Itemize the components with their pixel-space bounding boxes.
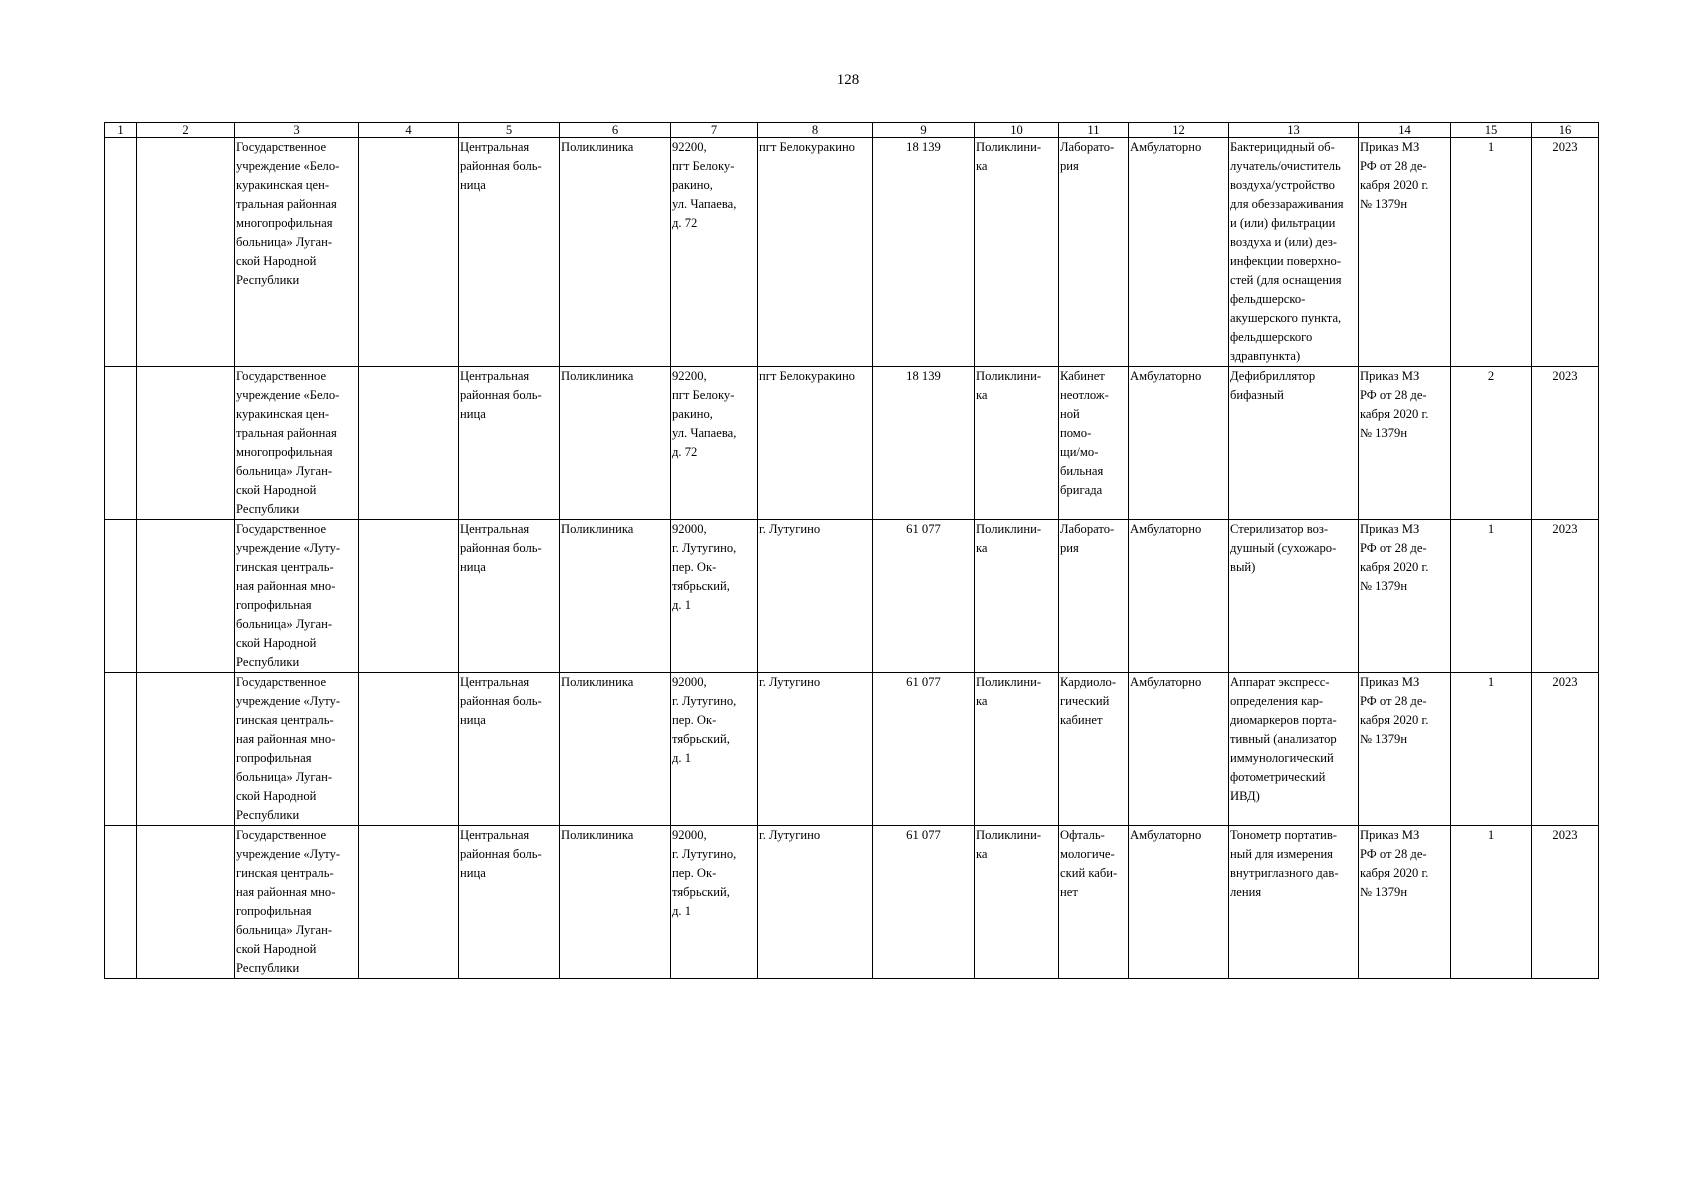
regulation-cell [1359, 367, 1451, 520]
address-cell [671, 138, 758, 367]
regulation-cell [1359, 520, 1451, 673]
cell-text-line: Республики [236, 273, 300, 287]
cell-text-line: пер. Ок- [672, 866, 717, 880]
cell-text-line: № 1379н [1360, 732, 1408, 746]
row-number-cell [105, 826, 137, 979]
cell-text-line: Приказ МЗ [1360, 140, 1420, 154]
cell-text-line: бильная [1060, 464, 1104, 478]
cell-text-line: тральная районная [236, 426, 337, 440]
department-cell [975, 367, 1059, 520]
cell-text-line: Поликлиника [561, 140, 634, 154]
cell-text-line: инфекции поверхно- [1230, 254, 1342, 268]
subdivision-cell [560, 138, 671, 367]
cell-text-line: ской Народной [236, 789, 317, 803]
cell-text-line: г. Лутугино, [672, 694, 737, 708]
table-header [105, 123, 1599, 138]
cell-text-line: Амбулаторно [1130, 828, 1202, 842]
row-number-cell [105, 673, 137, 826]
column-number: 3 [235, 123, 359, 138]
cell-text-line: акушерского пункта, [1230, 311, 1342, 325]
cell-text-line: Тонометр портатив- [1230, 828, 1337, 842]
cell-text-line: ул. Чапаева, [672, 197, 737, 211]
cell-text-line: гический [1060, 694, 1110, 708]
cell-text-line: пер. Ок- [672, 713, 717, 727]
equipment-name-cell [1229, 673, 1359, 826]
column-2-cell [137, 673, 235, 826]
cell-text-line: мологиче- [1060, 847, 1115, 861]
cell-text-line: № 1379н [1360, 197, 1408, 211]
room-cell [1059, 673, 1129, 826]
cell-text-line: пгт Белокуракино [759, 369, 855, 383]
cell-text-line: 92000, [672, 828, 707, 842]
equipment-name-cell [1229, 138, 1359, 367]
cell-text-line: многопрофильная [236, 216, 333, 230]
locality-cell [758, 138, 873, 367]
cell-text-line: Поликлини- [976, 522, 1042, 536]
cell-text-line: ка [976, 388, 988, 402]
cell-text-line: д. 1 [672, 598, 692, 612]
cell-text-line: Поликлиника [561, 828, 634, 842]
cell-text-line: районная боль- [460, 541, 542, 555]
cell-text-line: д. 1 [672, 904, 692, 918]
table-row [105, 826, 1599, 979]
department-cell [975, 138, 1059, 367]
cell-text-line: 92200, [672, 140, 707, 154]
care-mode-cell [1129, 673, 1229, 826]
cell-text-line: Государственное [236, 140, 327, 154]
facility-type-cell [459, 138, 560, 367]
cell-text-line: больница» Луган- [236, 617, 333, 631]
cell-text-line: Государственное [236, 522, 327, 536]
cell-text-line: районная боль- [460, 847, 542, 861]
equipment-name-cell [1229, 520, 1359, 673]
equipment-name-cell [1229, 826, 1359, 979]
cell-text-line: ный для измерения [1230, 847, 1333, 861]
column-2-cell [137, 826, 235, 979]
page-number: 128 [836, 72, 860, 88]
cell-text-line: ница [460, 178, 486, 192]
cell-text-line: Кабинет [1060, 369, 1105, 383]
cell-text-line: и (или) фильтрации [1230, 216, 1336, 230]
cell-text-line: ской Народной [236, 254, 317, 268]
quantity-cell: 1 [1451, 826, 1532, 979]
cell-text-line: г. Лутугино, [672, 847, 737, 861]
cell-text-line: № 1379н [1360, 426, 1408, 440]
row-number-cell [105, 520, 137, 673]
cell-text-line: Центральная [460, 675, 530, 689]
cell-text-line: Кардиоло- [1060, 675, 1117, 689]
cell-text-line: больница» Луган- [236, 464, 333, 478]
cell-text-line: Лаборато- [1060, 522, 1115, 536]
year-cell: 2023 [1532, 673, 1599, 826]
column-number: 9 [873, 123, 975, 138]
locality-cell [758, 826, 873, 979]
cell-text-line: ка [976, 847, 988, 861]
cell-text-line: учреждение «Луту- [236, 541, 341, 555]
column-number: 7 [671, 123, 758, 138]
column-number: 12 [1129, 123, 1229, 138]
column-2-cell [137, 367, 235, 520]
cell-text-line: РФ от 28 де- [1360, 388, 1427, 402]
cell-text-line: Поликлиника [561, 675, 634, 689]
cell-text-line: ка [976, 159, 988, 173]
cell-text-line: Амбулаторно [1130, 140, 1202, 154]
care-mode-cell [1129, 826, 1229, 979]
facility-type-cell [459, 367, 560, 520]
regulation-cell [1359, 673, 1451, 826]
cell-text-line: Лаборато- [1060, 140, 1115, 154]
cell-text-line: учреждение «Луту- [236, 694, 341, 708]
cell-text-line: бифазный [1230, 388, 1284, 402]
cell-text-line: ница [460, 713, 486, 727]
cell-text-line: Центральная [460, 522, 530, 536]
cell-text-line: многопрофильная [236, 445, 333, 459]
cell-text-line: Поликлини- [976, 140, 1042, 154]
cell-text-line: иммунологический [1230, 751, 1334, 765]
column-number: 13 [1229, 123, 1359, 138]
cell-text-line: Приказ МЗ [1360, 369, 1420, 383]
cell-text-line: внутриглазного дав- [1230, 866, 1339, 880]
cell-text-line: кабинет [1060, 713, 1103, 727]
cell-text-line: тябрьский, [672, 732, 730, 746]
population-cell: 61 077 [873, 673, 975, 826]
cell-text-line: 92000, [672, 675, 707, 689]
column-2-cell [137, 138, 235, 367]
cell-text-line: ракино, [672, 407, 713, 421]
regulation-cell [1359, 138, 1451, 367]
cell-text-line: г. Лутугино, [672, 541, 737, 555]
column-number: 1 [105, 123, 137, 138]
cell-text-line: помо- [1060, 426, 1092, 440]
cell-text-line: фельдшерского [1230, 330, 1313, 344]
address-cell [671, 367, 758, 520]
cell-text-line: лучатель/очиститель [1230, 159, 1341, 173]
column-number: 4 [359, 123, 459, 138]
equipment-name-cell [1229, 367, 1359, 520]
cell-text-line: Республики [236, 808, 300, 822]
cell-text-line: рия [1060, 541, 1079, 555]
cell-text-line: Центральная [460, 828, 530, 842]
subdivision-cell [560, 673, 671, 826]
cell-text-line: фотометрический [1230, 770, 1326, 784]
cell-text-line: пгт Белокуракино [759, 140, 855, 154]
cell-text-line: рия [1060, 159, 1079, 173]
population-cell: 61 077 [873, 520, 975, 673]
address-cell [671, 520, 758, 673]
institution-name-cell [235, 673, 359, 826]
address-cell [671, 826, 758, 979]
department-cell [975, 673, 1059, 826]
cell-text-line: Поликлини- [976, 828, 1042, 842]
regulation-cell [1359, 826, 1451, 979]
cell-text-line: стей (для оснащения [1230, 273, 1342, 287]
cell-text-line: ской Народной [236, 636, 317, 650]
cell-text-line: нет [1060, 885, 1078, 899]
room-cell [1059, 367, 1129, 520]
table-body [105, 138, 1599, 979]
cell-text-line: ской Народной [236, 942, 317, 956]
cell-text-line: районная боль- [460, 388, 542, 402]
column-number: 10 [975, 123, 1059, 138]
cell-text-line: ница [460, 407, 486, 421]
cell-text-line: Приказ МЗ [1360, 675, 1420, 689]
cell-text-line: г. Лутугино [759, 522, 821, 536]
cell-text-line: для обеззараживания [1230, 197, 1344, 211]
cell-text-line: учреждение «Бело- [236, 388, 340, 402]
year-cell: 2023 [1532, 520, 1599, 673]
cell-text-line: Государственное [236, 675, 327, 689]
address-cell [671, 673, 758, 826]
institution-name-cell [235, 520, 359, 673]
cell-text-line: РФ от 28 де- [1360, 847, 1427, 861]
cell-text-line: Дефибриллятор [1230, 369, 1316, 383]
column-number: 8 [758, 123, 873, 138]
cell-text-line: ул. Чапаева, [672, 426, 737, 440]
year-cell: 2023 [1532, 138, 1599, 367]
table-row [105, 367, 1599, 520]
care-mode-cell [1129, 520, 1229, 673]
cell-text-line: Центральная [460, 369, 530, 383]
cell-text-line: д. 1 [672, 751, 692, 765]
facility-type-cell [459, 826, 560, 979]
cell-text-line: гинская централь- [236, 713, 334, 727]
year-cell: 2023 [1532, 367, 1599, 520]
cell-text-line: Республики [236, 502, 300, 516]
cell-text-line: Офталь- [1060, 828, 1105, 842]
facility-type-cell [459, 673, 560, 826]
cell-text-line: бригада [1060, 483, 1103, 497]
cell-text-line: ский каби- [1060, 866, 1118, 880]
column-4-cell [359, 138, 459, 367]
cell-text-line: Республики [236, 961, 300, 975]
cell-text-line: РФ от 28 де- [1360, 541, 1427, 555]
quantity-cell: 1 [1451, 520, 1532, 673]
cell-text-line: ИВД) [1230, 789, 1260, 803]
cell-text-line: больница» Луган- [236, 770, 333, 784]
cell-text-line: д. 72 [672, 216, 698, 230]
care-mode-cell [1129, 367, 1229, 520]
population-cell: 18 139 [873, 138, 975, 367]
cell-text-line: РФ от 28 де- [1360, 694, 1427, 708]
room-cell [1059, 826, 1129, 979]
cell-text-line: № 1379н [1360, 579, 1408, 593]
cell-text-line: ница [460, 866, 486, 880]
cell-text-line: тивный (анализатор [1230, 732, 1337, 746]
institution-name-cell [235, 138, 359, 367]
cell-text-line: 92000, [672, 522, 707, 536]
cell-text-line: № 1379н [1360, 885, 1408, 899]
cell-text-line: Приказ МЗ [1360, 522, 1420, 536]
cell-text-line: Аппарат экспресс- [1230, 675, 1330, 689]
room-cell [1059, 138, 1129, 367]
cell-text-line: Поликлини- [976, 369, 1042, 383]
care-mode-cell [1129, 138, 1229, 367]
equipment-table [104, 122, 1599, 979]
cell-text-line: Республики [236, 655, 300, 669]
cell-text-line: районная боль- [460, 694, 542, 708]
cell-text-line: гопрофильная [236, 598, 312, 612]
column-number-row [105, 123, 1599, 138]
table-row [105, 138, 1599, 367]
cell-text-line: пер. Ок- [672, 560, 717, 574]
cell-text-line: гопрофильная [236, 751, 312, 765]
cell-text-line: Государственное [236, 828, 327, 842]
cell-text-line: РФ от 28 де- [1360, 159, 1427, 173]
cell-text-line: Амбулаторно [1130, 369, 1202, 383]
cell-text-line: кабря 2020 г. [1360, 407, 1429, 421]
cell-text-line: Стерилизатор воз- [1230, 522, 1329, 536]
cell-text-line: ная районная мно- [236, 579, 336, 593]
cell-text-line: г. Лутугино [759, 675, 821, 689]
cell-text-line: ракино, [672, 178, 713, 192]
cell-text-line: ка [976, 541, 988, 555]
cell-text-line: фельдшерско- [1230, 292, 1306, 306]
quantity-cell: 1 [1451, 673, 1532, 826]
cell-text-line: кабря 2020 г. [1360, 866, 1429, 880]
department-cell [975, 826, 1059, 979]
cell-text-line: г. Лутугино [759, 828, 821, 842]
quantity-cell: 2 [1451, 367, 1532, 520]
cell-text-line: вый) [1230, 560, 1256, 574]
table-row [105, 520, 1599, 673]
cell-text-line: учреждение «Бело- [236, 159, 340, 173]
cell-text-line: здравпункта) [1230, 349, 1301, 363]
facility-type-cell [459, 520, 560, 673]
cell-text-line: Центральная [460, 140, 530, 154]
cell-text-line: Поликлиника [561, 369, 634, 383]
column-4-cell [359, 673, 459, 826]
column-2-cell [137, 520, 235, 673]
department-cell [975, 520, 1059, 673]
cell-text-line: тральная районная [236, 197, 337, 211]
cell-text-line: диомаркеров порта- [1230, 713, 1337, 727]
cell-text-line: ка [976, 694, 988, 708]
locality-cell [758, 673, 873, 826]
row-number-cell [105, 138, 137, 367]
cell-text-line: ной [1060, 407, 1080, 421]
column-4-cell [359, 367, 459, 520]
cell-text-line: воздуха/устройство [1230, 178, 1335, 192]
cell-text-line: районная боль- [460, 159, 542, 173]
cell-text-line: куракинская цен- [236, 178, 330, 192]
cell-text-line: Поликлини- [976, 675, 1042, 689]
cell-text-line: ная районная мно- [236, 732, 336, 746]
row-number-cell [105, 367, 137, 520]
cell-text-line: ница [460, 560, 486, 574]
column-number: 11 [1059, 123, 1129, 138]
subdivision-cell [560, 826, 671, 979]
cell-text-line: щи/мо- [1060, 445, 1099, 459]
cell-text-line: гопрофильная [236, 904, 312, 918]
cell-text-line: тябрьский, [672, 579, 730, 593]
cell-text-line: кабря 2020 г. [1360, 560, 1429, 574]
institution-name-cell [235, 367, 359, 520]
cell-text-line: учреждение «Луту- [236, 847, 341, 861]
room-cell [1059, 520, 1129, 673]
cell-text-line: гинская централь- [236, 866, 334, 880]
cell-text-line: ная районная мно- [236, 885, 336, 899]
cell-text-line: Амбулаторно [1130, 522, 1202, 536]
cell-text-line: кабря 2020 г. [1360, 713, 1429, 727]
population-cell: 18 139 [873, 367, 975, 520]
cell-text-line: ской Народной [236, 483, 317, 497]
cell-text-line: больница» Луган- [236, 235, 333, 249]
cell-text-line: Поликлиника [561, 522, 634, 536]
cell-text-line: Государственное [236, 369, 327, 383]
cell-text-line: тябрьский, [672, 885, 730, 899]
quantity-cell: 1 [1451, 138, 1532, 367]
column-number: 6 [560, 123, 671, 138]
locality-cell [758, 520, 873, 673]
cell-text-line: воздуха и (или) дез- [1230, 235, 1337, 249]
cell-text-line: определения кар- [1230, 694, 1324, 708]
cell-text-line: пгт Белоку- [672, 159, 735, 173]
cell-text-line: Приказ МЗ [1360, 828, 1420, 842]
subdivision-cell [560, 520, 671, 673]
population-cell: 61 077 [873, 826, 975, 979]
cell-text-line: пгт Белоку- [672, 388, 735, 402]
institution-name-cell [235, 826, 359, 979]
cell-text-line: душный (сухожаро- [1230, 541, 1337, 555]
cell-text-line: ления [1230, 885, 1262, 899]
cell-text-line: больница» Луган- [236, 923, 333, 937]
table-row [105, 673, 1599, 826]
locality-cell [758, 367, 873, 520]
column-number: 14 [1359, 123, 1451, 138]
cell-text-line: д. 72 [672, 445, 698, 459]
year-cell: 2023 [1532, 826, 1599, 979]
column-number: 15 [1451, 123, 1532, 138]
cell-text-line: Бактерицидный об- [1230, 140, 1335, 154]
cell-text-line: 92200, [672, 369, 707, 383]
cell-text-line: гинская централь- [236, 560, 334, 574]
cell-text-line: Амбулаторно [1130, 675, 1202, 689]
cell-text-line: куракинская цен- [236, 407, 330, 421]
cell-text-line: кабря 2020 г. [1360, 178, 1429, 192]
column-number: 5 [459, 123, 560, 138]
column-4-cell [359, 520, 459, 673]
column-number: 16 [1532, 123, 1599, 138]
column-4-cell [359, 826, 459, 979]
column-number: 2 [137, 123, 235, 138]
subdivision-cell [560, 367, 671, 520]
cell-text-line: неотлож- [1060, 388, 1109, 402]
